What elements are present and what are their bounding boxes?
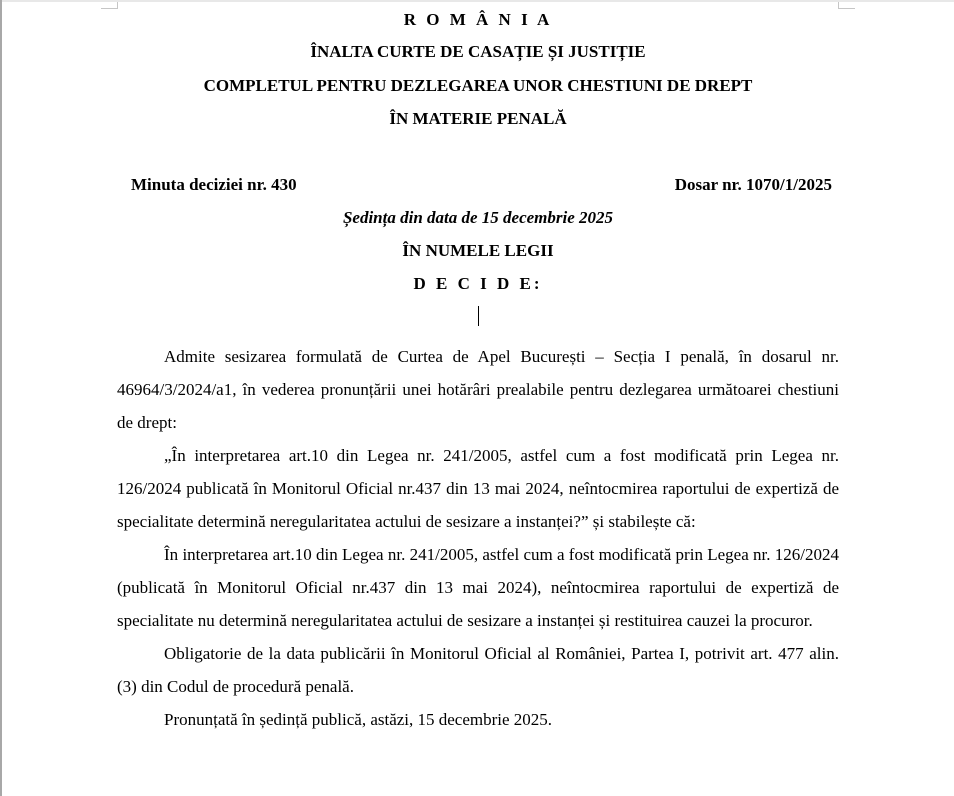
- header-panel: COMPLETUL PENTRU DEZLEGAREA UNOR CHESTIUNI DE DREPT: [203, 76, 753, 95]
- page-top-edge: [0, 0, 954, 2]
- decide-heading: D E C I D E:: [413, 274, 543, 293]
- header-court: ÎNALTA CURTE DE CASAȚIE ȘI JUSTIȚIE: [310, 42, 646, 61]
- file-number: Dosar nr. 1070/1/2025: [674, 175, 832, 194]
- page-left-edge: [0, 0, 2, 796]
- paragraph-pronounced: Pronunțată în ședință publică, astăzi, 15 decembrie 2025.: [164, 710, 553, 729]
- paragraph-binding: Obligatorie de la data publicării în Monitorul Oficial al României, Partea I, potrivit art. 477 alin. (3) din Codul de procedură penală.: [117, 644, 839, 696]
- text-cursor: [478, 306, 479, 326]
- header-country: R O M Â N I A: [403, 10, 553, 29]
- margin-corner-mark-right: [838, 2, 855, 9]
- decision-body[interactable]: [117, 340, 839, 736]
- in-name-of-law: ÎN NUMELE LEGII: [402, 241, 554, 260]
- decision-id-row: [131, 175, 832, 195]
- paragraph-ruling: În interpretarea art.10 din Legea nr. 241/2005, astfel cum a fost modificată prin Legea nr. 126/2024 (publicată în Monitorul Oficial nr.437 din 13 mai 2024), neîntocmirea raportului de expertiză de specialitate nu determină neregularitatea actului de sesizare a instanței și restituirea cauzei la procuror.: [117, 545, 839, 630]
- header-matter: ÎN MATERIE PENALĂ: [389, 109, 567, 128]
- paragraph-admission: Admite sesizarea formulată de Curtea de Apel București – Secția I penală, în dosarul nr. 46964/3/2024/a1, în vederea pronunțării unei hotărâri prealabile pentru dezlegarea următoarei chestiuni de drept:: [117, 347, 839, 432]
- paragraph-question: „În interpretarea art.10 din Legea nr. 241/2005, astfel cum a fost modificată prin Legea nr. 126/2024 publicată în Monitorul Oficial nr.437 din 13 mai 2024, neîntocmirea raportului de expertiză de specialitate determină neregularitatea actului de sesizare a instanței?” și stabilește că:: [117, 446, 839, 531]
- minute-number: Minuta deciziei nr. 430: [131, 175, 297, 194]
- session-date: Ședința din data de 15 decembrie 2025: [342, 208, 614, 227]
- margin-corner-mark-left: [101, 2, 118, 9]
